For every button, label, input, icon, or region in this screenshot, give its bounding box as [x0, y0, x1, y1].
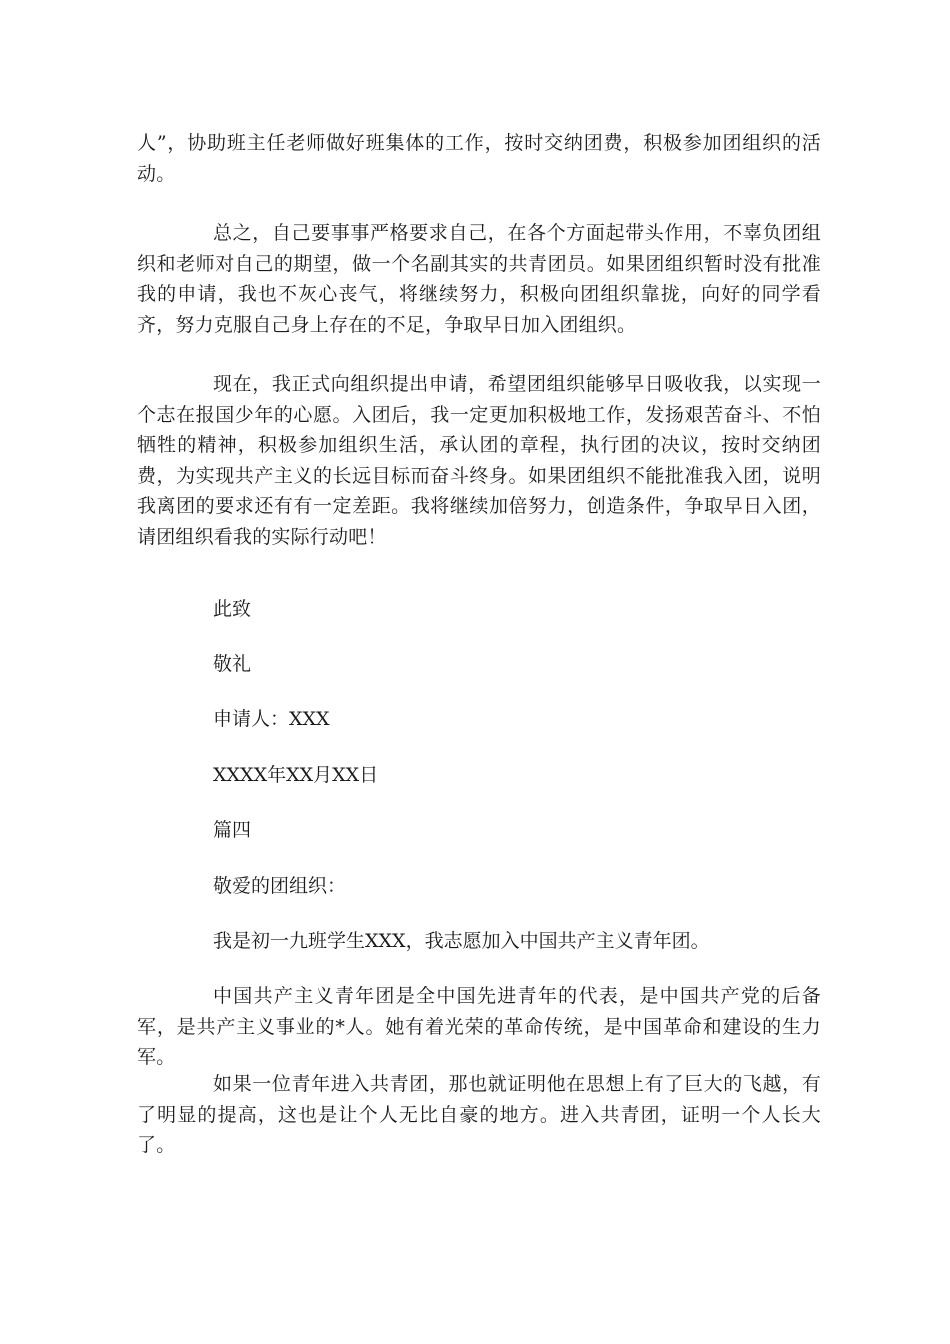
continuation-paragraph: 人”，协助班主任老师做好班集体的工作，按时交纳团费，积极参加团组织的活动。	[137, 132, 821, 185]
intro-line: 我是初一九班学生XXX，我志愿加入中国共产主义青年团。	[213, 930, 710, 952]
summary-block	[137, 218, 821, 340]
salutation: 敬爱的团组织：	[213, 875, 347, 897]
application-paragraph: 现在，我正式向组织提出申请，希望团组织能够早日吸收我，以实现一个志在报国少年的心愿。入团后，我一定更加积极地工作，发扬艰苦奋斗、不怕牺牲的精神，积极参加组织生活，承认团的章程，执行团的决议，按时交纳团费，为实现共产主义的长远目标而奋斗终身。如果团组织不能批准我入团，说明我离团的要求还有有一定差距。我将继续加倍努力，创造条件，争取早日入团，请团组织看我的实际行动吧！	[137, 373, 821, 548]
summary-paragraph: 总之，自己要事事严格要求自己，在各个方面起带头作用，不辜负团组织和老师对自己的期望，做一个名副其实的共青团员。如果团组织暂时没有批准我的申请，我也不灰心丧气，将继续努力，积极向团组织靠拢，向好的同学看齐，努力克服自己身上存在的不足，争取早日加入团组织。	[137, 222, 821, 336]
application-block	[137, 369, 821, 552]
date-line: XXXX年XX月XX日	[213, 764, 379, 786]
continuation-block	[137, 128, 821, 189]
league-paragraph: 中国共产主义青年团是全中国先进青年的代表，是中国共产党的后备军，是共产主义事业的*人。她有着光荣的革命传统，是中国革命和建设的生力军。	[137, 985, 821, 1068]
closing-cizhi: 此致	[213, 598, 252, 620]
youth-block	[137, 1069, 821, 1161]
league-block	[137, 981, 821, 1073]
closing-jingli: 敬礼	[213, 653, 252, 675]
applicant-line: 申请人：XXX	[213, 708, 330, 730]
youth-paragraph: 如果一位青年进入共青团，那也就证明他在思想上有了巨大的飞越，有了明显的提高，这也是让个人无比自豪的地方。进入共青团，证明一个人长大了。	[137, 1073, 821, 1156]
section-title: 篇四	[213, 819, 252, 841]
